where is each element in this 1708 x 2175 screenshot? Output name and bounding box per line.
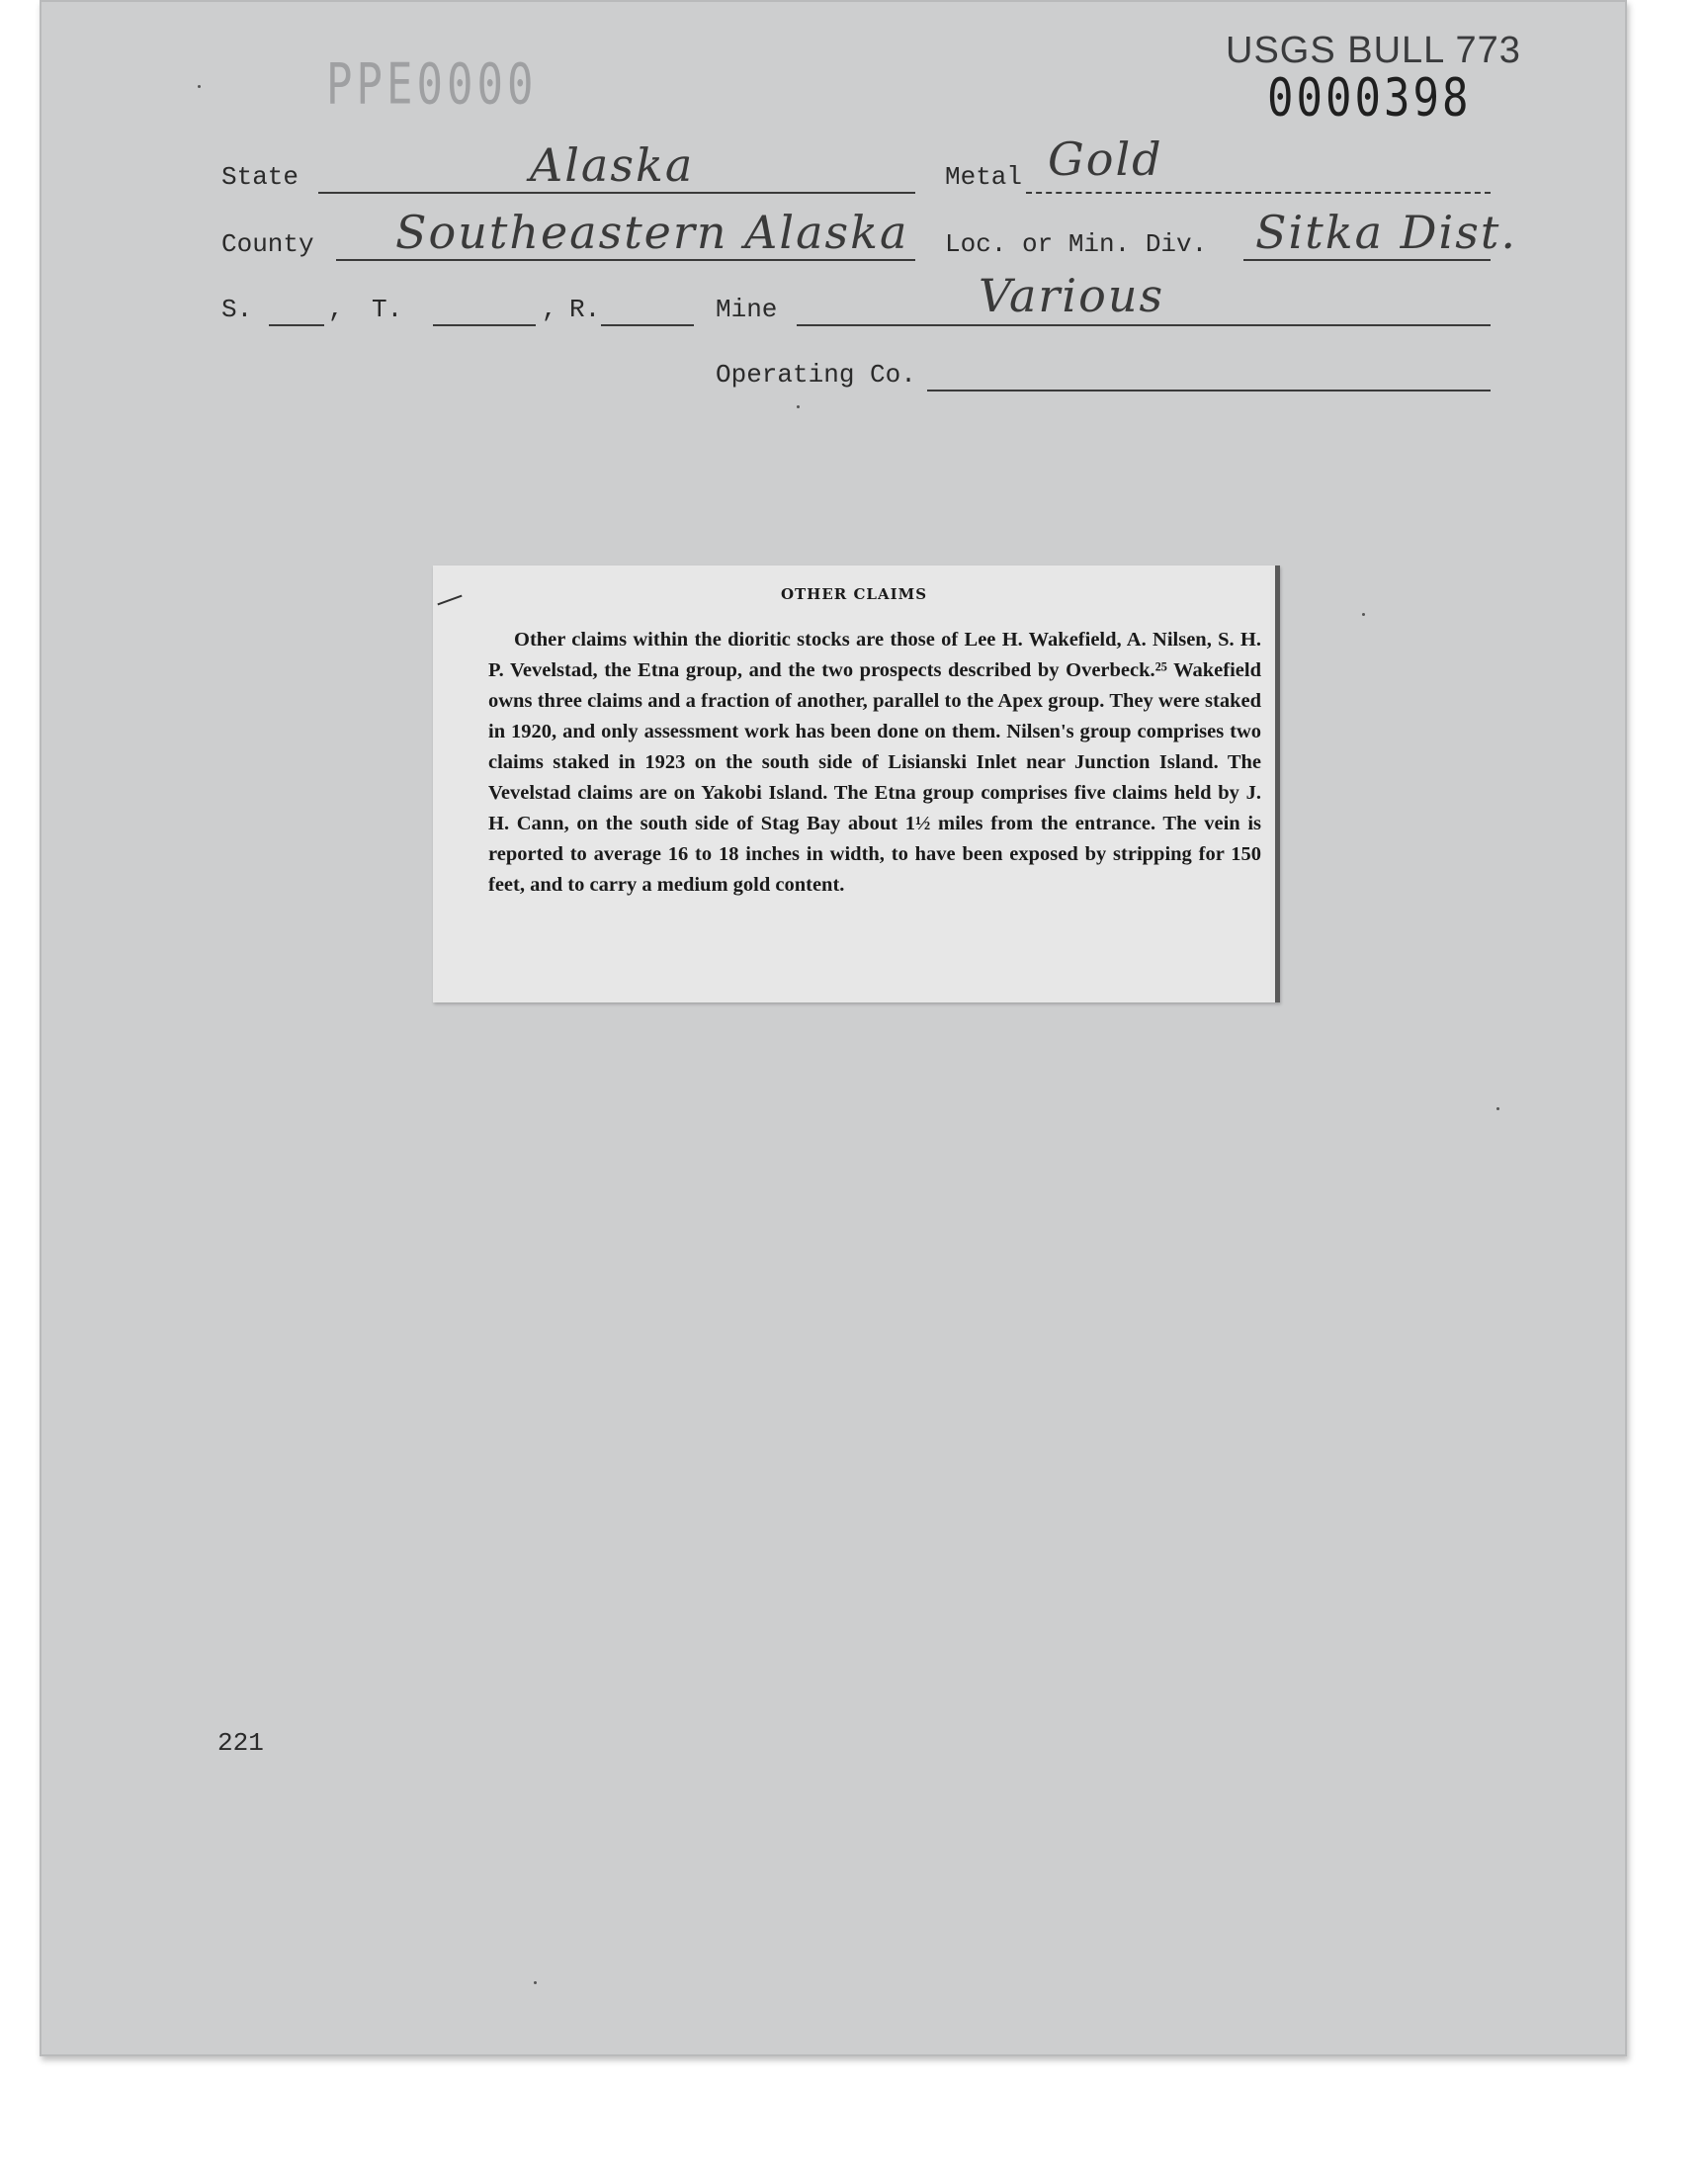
- mine-line: [797, 324, 1491, 326]
- series-label: USGS BULL 773: [1226, 30, 1521, 71]
- county-line: [336, 259, 915, 261]
- mine-value: Various: [979, 269, 1165, 322]
- document-number: 0000398: [1267, 68, 1472, 130]
- county-label: County: [221, 229, 314, 259]
- state-value: Alaska: [530, 138, 695, 192]
- loc-label: Loc. or Min. Div.: [945, 229, 1208, 259]
- metal-label: Metal: [945, 162, 1023, 192]
- mine-label: Mine: [716, 295, 778, 324]
- loc-line: [1243, 259, 1491, 261]
- operating-co-label: Operating Co.: [716, 360, 916, 390]
- state-line: [318, 192, 915, 194]
- clipping-heading: OTHER CLAIMS: [780, 585, 928, 603]
- loc-value: Sitka Dist.: [1255, 206, 1517, 259]
- operating-co-line: [927, 390, 1491, 392]
- speck: [534, 1981, 537, 1984]
- state-label: State: [221, 162, 299, 192]
- document-id-block: [1226, 30, 1601, 130]
- range-line: [601, 324, 694, 326]
- section-label: S.: [221, 295, 253, 324]
- speck: [1496, 1107, 1499, 1110]
- township-line: [433, 324, 536, 326]
- page-number: 221: [217, 1728, 264, 1758]
- township-label: T.: [372, 295, 403, 324]
- county-value: Southeastern Alaska: [395, 206, 909, 259]
- metal-line: [1026, 192, 1491, 194]
- range-label: R.: [569, 295, 601, 324]
- record-card: PPE0000 USGS BULL 773 0000398 State Alaska Metal Gold County Southeastern Alaska Loc. or Min. Div. Sitka Dist. S. , T. , R. Mine Various Operating Co. OTHER CLAIMS Other claims within the dioritic stocks are those of Lee H. Wakefield, A. Nilsen, S. H. P. Vevelstad, the Etna group, and the two prospects described by Overbeck.²⁵ Wakefield owns three claims and a fraction of another, parallel to the Apex group. They were staked in 1920, and only assessment work has been done on them. Nilsen's group comprises two claims staked in 1923 on the south side of Lisianski Inlet near Junction Island. The Vevelstad claims are on Yakobi Island. The Etna group comprises five claims held by J. H. Cann, on the south side of Stag Bay about 1½ miles from the entrance. The vein is reported to average 16 to 18 inches in width, to have been exposed by stripping for 150 feet, and to carry a medium gold content. 221: [40, 0, 1627, 2056]
- section-line: [269, 324, 324, 326]
- speck: [1362, 613, 1365, 616]
- faint-stamp-code: PPE0000: [326, 51, 538, 118]
- clipping-text: Other claims within the dioritic stocks are those of Lee H. Wakefield, A. Nilsen, S. H. P. Vevelstad, the Etna group, and the two prospects described by Overbeck.²⁵ Wakefield owns three claims and a fraction of another, parallel to the Apex group. They were staked in 1920, and only assessment work has been done on them. Nilsen's group comprises two claims staked in 1923 on the south side of Lisianski Inlet near Junction Island. The Vevelstad claims are on Yakobi Island. The Etna group comprises five claims held by J. H. Cann, on the south side of Stag Bay about 1½ miles from the entrance. The vein is reported to average 16 to 18 inches in width, to have been exposed by stripping for 150 feet, and to carry a medium gold content.: [488, 629, 1261, 896]
- speck: [198, 85, 201, 88]
- speck: [797, 405, 800, 408]
- metal-value: Gold: [1048, 132, 1163, 186]
- pasted-clipping: [433, 566, 1280, 1002]
